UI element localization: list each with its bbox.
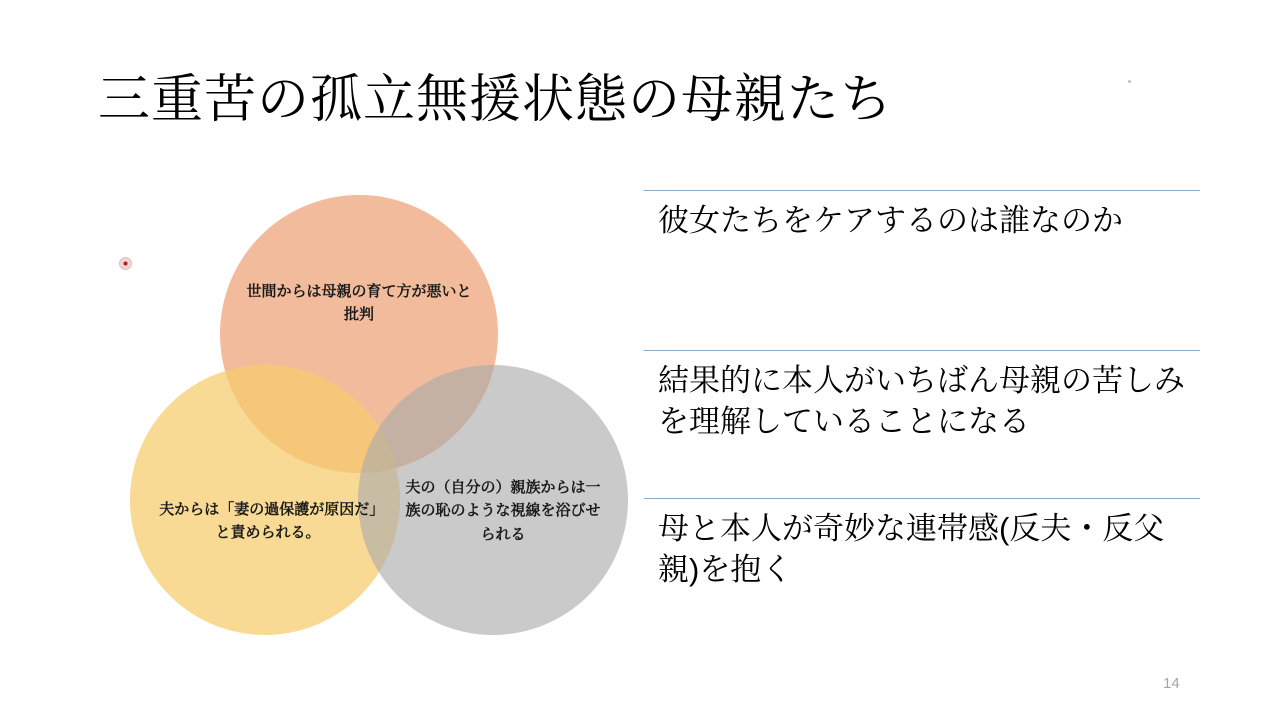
list-item (644, 190, 1200, 350)
title-decoration-dot (1128, 80, 1131, 83)
key-points-list (644, 190, 1200, 648)
key-point-1-text: 彼女たちをケアするのは誰なのか (658, 203, 1123, 238)
key-point-3-text: 母と本人が奇妙な連帯感(反夫・反父親)を抱く (658, 511, 1165, 587)
list-item (644, 350, 1200, 498)
page-title: 三重苦の孤立無援状態の母親たち (98, 71, 894, 129)
key-point-2-text: 結果的に本人がいちばん母親の苦しみを理解していることになる (658, 363, 1185, 439)
venn-circle-relatives-label: 夫の（自分の）親族からは一族の恥のような視線を浴びせられる (405, 479, 601, 543)
red-dot-marker-icon (119, 257, 132, 270)
venn-diagram (110, 185, 601, 635)
venn-circle-society-label: 世間からは母親の育て方が悪いと批判 (246, 283, 472, 324)
venn-circle-relatives[interactable] (358, 365, 628, 635)
list-item (644, 498, 1200, 648)
venn-circle-husband[interactable] (130, 365, 400, 635)
venn-circle-husband-label: 夫からは「妻の過保護が原因だ」と責められる。 (159, 500, 377, 541)
page-number: 14 (1163, 675, 1180, 692)
